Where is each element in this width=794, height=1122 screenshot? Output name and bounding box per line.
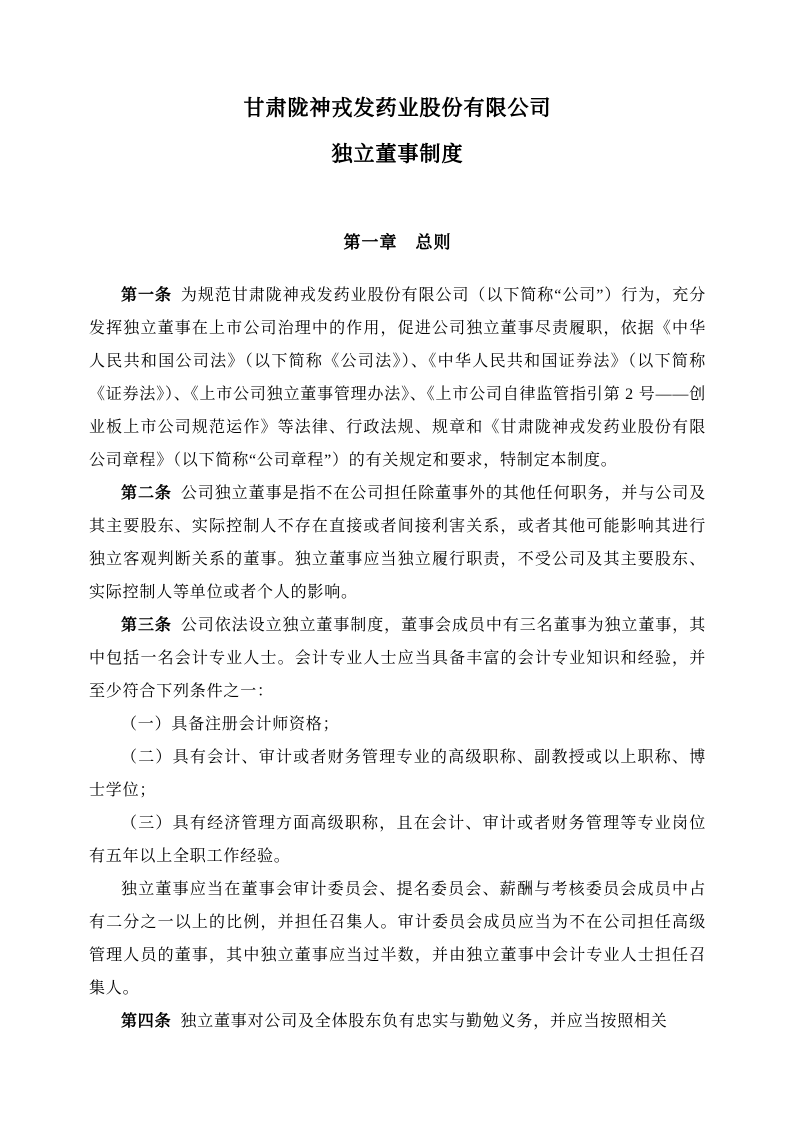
- paragraph-committees: [89, 873, 706, 1005]
- paragraph-article-3: [89, 609, 706, 708]
- list-item-3: [89, 807, 706, 873]
- document-body: [89, 279, 706, 1038]
- article-label: 第一条: [121, 286, 172, 304]
- chapter-heading: 第一章 总则: [343, 233, 452, 253]
- article-text: （二）具有会计、审计或者财务管理专业的高级职称、副教授或以上职称、博士学位；: [89, 748, 706, 799]
- paragraph-article-1: [89, 279, 706, 477]
- article-label: 第二条: [121, 484, 172, 502]
- article-text: 公司依法设立独立董事制度，董事会成员中有三名董事为独立董事，其中包括一名会计专业人士。会计专业人士应当具备丰富的会计专业知识和经验，并至少符合下列条件之一：: [89, 616, 706, 700]
- paragraph-article-4: [89, 1005, 706, 1038]
- list-item-2: [89, 741, 706, 807]
- list-item-1: [89, 708, 706, 741]
- article-text: 独立董事对公司及全体股东负有忠实与勤勉义务，并应当按照相关: [180, 1012, 668, 1030]
- article-text: 公司独立董事是指不在公司担任除董事外的其他任何职务，并与公司及其主要股东、实际控制人不存在直接或者间接利害关系，或者其他可能影响其进行独立客观判断关系的董事。独立董事应当独立履行职责，不受公司及其主要股东、实际控制人等单位或者个人的影响。: [89, 484, 706, 601]
- article-text: （三）具有经济管理方面高级职称，且在会计、审计或者财务管理等专业岗位有五年以上全职工作经验。: [89, 814, 706, 865]
- document-title: 甘肃陇神戎发药业股份有限公司: [243, 96, 552, 120]
- paragraph-article-2: [89, 477, 706, 609]
- article-label: 第四条: [121, 1012, 172, 1030]
- article-text: （一）具备注册会计师资格；: [121, 715, 340, 733]
- article-text: 为规范甘肃陇神戎发药业股份有限公司（以下简称“公司”）行为，充分发挥独立董事在上市公司治理中的作用，促进公司独立董事尽责履职，依据《中华人民共和国公司法》（以下简称《公司法》）、《中华人民共和国证券法》（以下简称《证券法》）、《上市公司独立董事管理办法》、《上市公司自律监管指引第 2 号——创业板上市公司规范运作》等法律、行政法规、规章和《甘肃陇神戎发药业股份有限公司章程》（以下简称“公司章程”）的有关规定和要求，特制定本制度。: [89, 286, 706, 469]
- document-subtitle: 独立董事制度: [331, 142, 464, 167]
- article-text: 独立董事应当在董事会审计委员会、提名委员会、薪酬与考核委员会成员中占有二分之一以上的比例，并担任召集人。审计委员会成员应当为不在公司担任高级管理人员的董事，其中独立董事应当过半数，并由独立董事中会计专业人士担任召集人。: [89, 880, 706, 997]
- article-label: 第三条: [121, 616, 172, 634]
